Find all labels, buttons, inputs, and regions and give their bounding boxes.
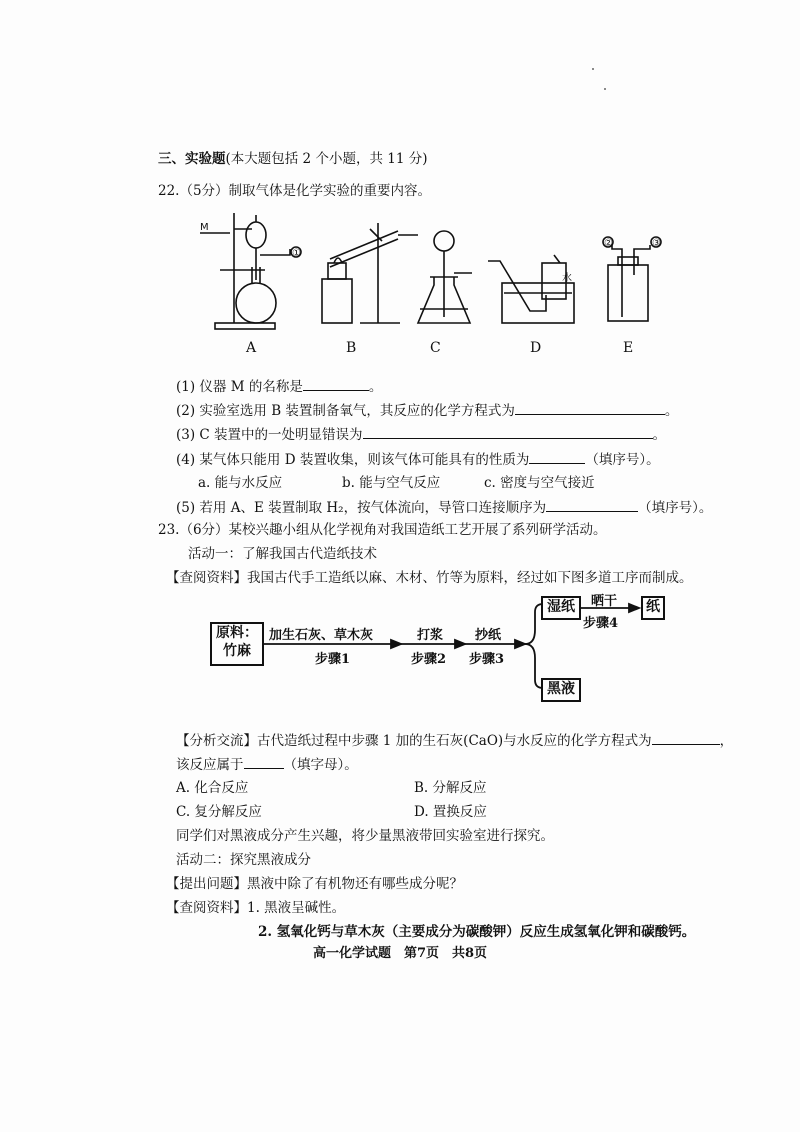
step1-text: 加生石灰、草木灰 (269, 628, 374, 643)
q22-option-b: b. 能与空气反应 (342, 475, 441, 491)
box-raw-material: 原料： 竹麻 (210, 622, 264, 666)
q22-option-c: c. 密度与空气接近 (484, 475, 595, 491)
q22-title: 22.（5分）制取气体是化学实验的重要内容。 (158, 183, 432, 199)
q22-part1: (1) 仪器 M 的名称是 。 (176, 379, 383, 395)
step3-text: 抄纸 (475, 628, 502, 643)
q22-part4: (4) 某气体只能用 D 装置收集，则该气体可能具有的性质为 （填序号）。 (176, 452, 660, 468)
answer-blank[interactable] (303, 378, 369, 391)
reaction-type: 该反应属于 （填字母）。 (176, 757, 358, 773)
answer-blank[interactable] (363, 426, 653, 439)
papermaking-flowchart (205, 590, 665, 710)
label-m: M (200, 222, 209, 233)
answer-blank[interactable] (652, 732, 720, 745)
box-wet-paper: 湿纸 (541, 596, 581, 620)
label-a: A (246, 340, 257, 356)
label-water: 水 (562, 273, 572, 284)
apparatus-d (488, 255, 574, 323)
label-d: D (530, 340, 542, 356)
step2-text: 打浆 (417, 628, 444, 643)
q22-part5: (5) 若用 A、E 装置制取 H₂，按气体流向，导管口连接顺序为 （填序号）。 (176, 500, 713, 516)
dry-text: 晒干 (591, 594, 618, 609)
activity-two: 活动二：探究黑液成分 (176, 852, 311, 868)
apparatus-b (322, 223, 418, 323)
choice-a: A. 化合反应 (176, 780, 249, 796)
section-note: (本大题包括 2 个小题，共 11 分) (225, 151, 428, 167)
question-text: 【提出问题】黑液中除了有机物还有哪些成分呢？ (166, 876, 463, 892)
analysis: 【分析交流】古代造纸过程中步骤 1 加的生石灰(CaO)与水反应的化学方程式为 ， (176, 733, 734, 749)
section-title: 三、实验题 (158, 151, 226, 167)
choice-c: C. 复分解反应 (176, 804, 262, 820)
answer-blank[interactable] (244, 756, 284, 769)
step3-label: 步骤3 (469, 652, 505, 667)
label-c: C (430, 340, 441, 356)
answer-blank[interactable] (529, 451, 585, 464)
q22-part2: (2) 实验室选用 B 装置制备氧气，其反应的化学方程式为 。 (176, 403, 679, 419)
box-black-liquor: 黑液 (541, 678, 581, 702)
q22-option-a: a. 能与水反应 (198, 475, 283, 491)
reference-two-2: 2. 氢氧化钙与草木灰（主要成分为碳酸钾）反应生成氢氧化钾和碳酸钙。 (258, 924, 696, 940)
step2-label: 步骤2 (411, 652, 447, 667)
port-3: ③ (652, 238, 661, 249)
answer-blank[interactable] (546, 499, 638, 512)
section-heading (158, 150, 427, 168)
reference-one: 【查阅资料】我国古代手工造纸以麻、木材、竹等为原料，经过如下图多道工序而制成。 (166, 570, 693, 586)
port-2: ② (604, 238, 613, 249)
label-b: B (346, 340, 357, 356)
q23-title: 23.（6分）某校兴趣小组从化学视角对我国造纸工艺开展了系列研学活动。 (158, 522, 607, 538)
q22-part3: (3) C 装置中的一处明显错误为 。 (176, 427, 667, 443)
activity-one: 活动一：了解我国古代造纸技术 (188, 546, 377, 562)
apparatus-a (200, 213, 301, 329)
page-footer: 高一化学试题 第7页 共8页 (312, 946, 488, 961)
choice-d: D. 置换反应 (414, 804, 487, 820)
interest-text: 同学们对黑液成分产生兴趣，将少量黑液带回实验室进行探究。 (176, 828, 554, 844)
step1-label: 步骤1 (315, 652, 351, 667)
port-1: ① (292, 248, 301, 259)
answer-blank[interactable] (515, 402, 665, 415)
label-e: E (623, 340, 634, 356)
reference-two-1: 【查阅资料】1. 黑液呈碱性。 (166, 900, 346, 916)
speck (592, 68, 594, 70)
apparatus-diagram (200, 205, 660, 360)
choice-b: B. 分解反应 (414, 780, 487, 796)
speck (604, 88, 606, 90)
box-paper: 纸 (641, 596, 665, 620)
step4-label: 步骤4 (583, 616, 619, 631)
apparatus-e (603, 237, 661, 321)
apparatus-c (418, 231, 472, 323)
